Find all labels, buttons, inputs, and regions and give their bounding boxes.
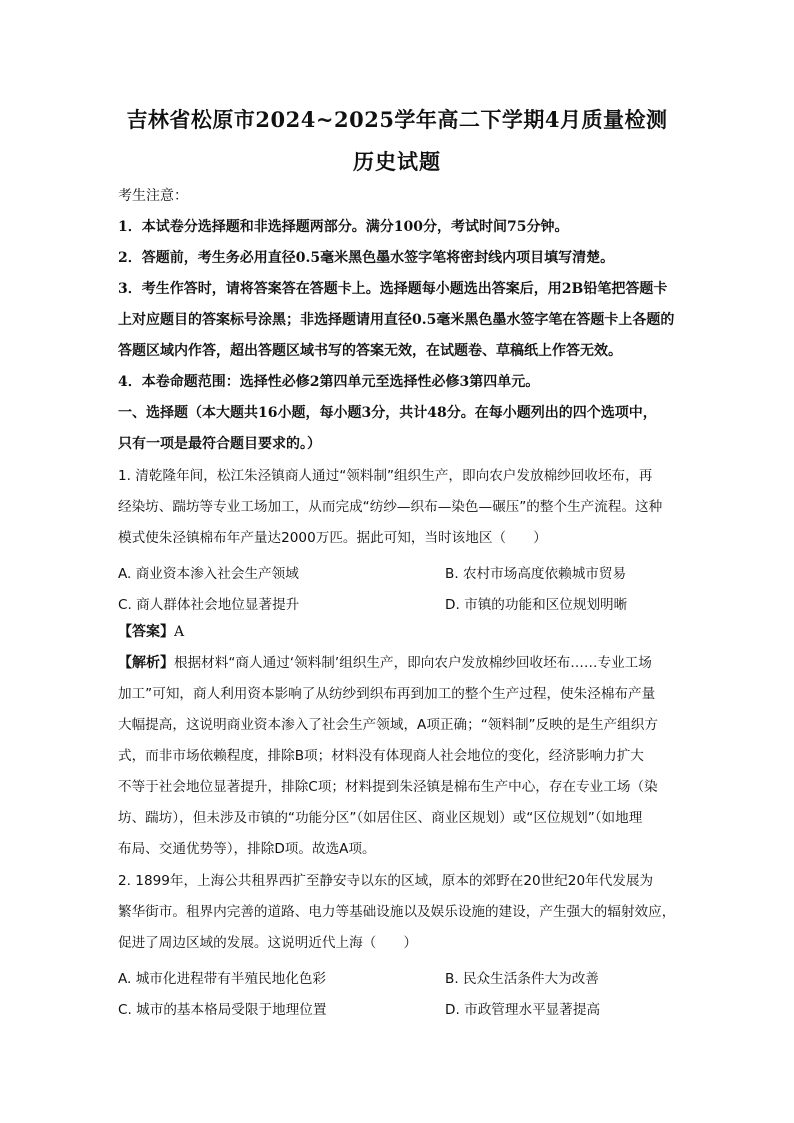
answer-value: A (174, 624, 185, 640)
q2-option-a: A. 城市化进程带有半殖民地化色彩 (118, 971, 327, 987)
q1-analysis-line-2: 加工”可知，商人利用资本影响了从纺纱到织布再到加工的整个生产过程，使朱泾棉布产量 (118, 686, 656, 702)
notice-line-5: 答题区域内作答，超出答题区域书写的答案无效，在试题卷、草稿纸上作答无效。 (118, 343, 622, 359)
q2-stem-line-3: 促进了周边区域的发展。这说明近代上海（ ） (118, 935, 418, 951)
page-subtitle: 历史试题 (353, 149, 441, 174)
notice-line-4: 上对应题目的答案标号涂黑；非选择题请用直径0.5毫米黑色墨水签字笔在答题卡上各题的 (118, 312, 675, 328)
q1-stem-line-1: 1. 清乾隆年间，松江朱泾镇商人通过“领料制”组织生产，即向农户发放棉纱回收坯布，再 (118, 468, 653, 484)
q1-analysis-line-1 (118, 655, 678, 671)
analysis-text: 根据材料“商人通过‘领料制’组织生产，即向农户发放棉纱回收坯布……专业工场 (174, 655, 652, 671)
q2-option-d: D. 市政管理水平显著提高 (445, 1002, 601, 1018)
q1-answer (118, 624, 678, 640)
section-heading-cont: 只有一项是最符合题目要求的。） (118, 436, 321, 452)
q2-option-c: C. 城市的基本格局受限于地理位置 (118, 1002, 327, 1018)
q2-stem-line-2: 繁华街市。租界内完善的道路、电力等基础设施以及娱乐设施的建设，产生强大的辐射效应， (118, 904, 676, 920)
page-title: 吉林省松原市2024~2025学年高二下学期4月质量检测 (126, 107, 668, 132)
q1-analysis-line-5: 不等于社会地位显著提升，排除C项；材料提到朱泾镇是棉布生产中心，存在专业工场（染 (118, 779, 658, 795)
q1-analysis-line-4: 式，而非市场依赖程度，排除B项；材料没有体现商人社会地位的变化，经济影响力扩大 (118, 748, 644, 764)
answer-label: 【答案】 (118, 624, 174, 640)
q1-option-a: A. 商业资本渗入社会生产领域 (118, 566, 299, 582)
q1-option-d: D. 市镇的功能和区位规划明晰 (445, 597, 628, 613)
q1-analysis-line-6: 坊、踹坊），但未涉及市镇的“功能分区”（如居住区、商业区规划）或“区位规划”（如地理 (118, 810, 643, 826)
notice-line-1: 1．本试卷分选择题和非选择题两部分。满分100分，考试时间75分钟。 (118, 219, 569, 235)
q2-option-b: B. 民众生活条件大为改善 (445, 971, 599, 987)
q1-stem-line-2: 经染坊、踹坊等专业工场加工，从而完成“纺纱—织布—染色—碾压”的整个生产流程。这种 (118, 499, 663, 515)
q1-option-c: C. 商人群体社会地位显著提升 (118, 597, 300, 613)
q2-stem-line-1: 2. 1899年，上海公共租界西扩至静安寺以东的区域，原本的郊野在20世纪20年代发展为 (118, 873, 654, 889)
q1-analysis-line-3: 大幅提高，这说明商业资本渗入了社会生产领域，A项正确；“领料制”反映的是生产组织方 (118, 717, 658, 733)
section-heading: 一、选择题（本大题共16小题，每小题3分，共计48分。在每小题列出的四个选项中， (118, 405, 657, 421)
notice-heading: 考生注意： (118, 188, 188, 204)
notice-line-3: 3．考生作答时，请将答案答在答题卡上。选择题每小题选出答案后，用2B铅笔把答题卡 (118, 281, 668, 297)
notice-line-2: 2．答题前，考生务必用直径0.5毫米黑色墨水签字笔将密封线内项目填写清楚。 (118, 250, 615, 266)
notice-line-6: 4．本卷命题范围：选择性必修2第四单元至选择性必修3第四单元。 (118, 374, 540, 390)
q1-analysis-line-7: 布局、交通优势等），排除D项。故选A项。 (118, 841, 376, 857)
analysis-label: 【解析】 (118, 655, 174, 671)
q1-stem-line-3: 模式使朱泾镇棉布年产量达2000万匹。据此可知，当时该地区（ ） (118, 530, 547, 546)
q1-option-b: B. 农村市场高度依赖城市贸易 (445, 566, 627, 582)
